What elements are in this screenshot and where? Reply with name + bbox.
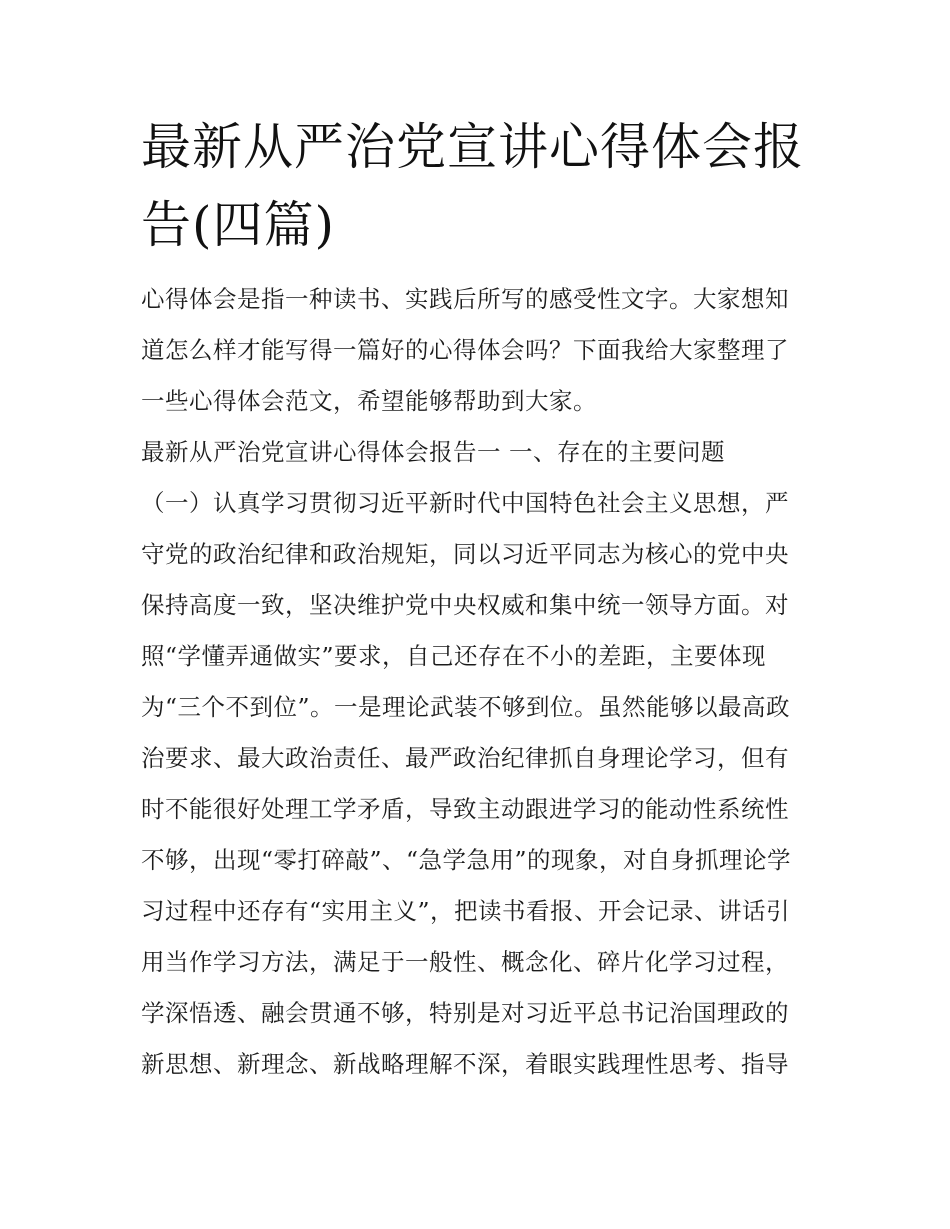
text-line: 最新从严治党宣讲心得体会报告一 一、存在的主要问题: [141, 438, 725, 466]
text-line: 时不能很好处理工学矛盾，导致主动跟进学习的能动性系统性: [141, 795, 789, 823]
text-line: 保持高度一致，坚决维护党中央权威和集中统一领导方面。对: [141, 591, 789, 619]
document-title: [141, 108, 813, 264]
text-line: 照“学懂弄通做实”要求，自己还存在不小的差距，主要体现: [141, 642, 767, 670]
text-line: 治要求、最大政治责任、最严政治纪律抓自身理论学习，但有: [141, 744, 789, 772]
title-line: 最新从严治党宣讲心得体会报: [141, 118, 804, 176]
text-line: 心得体会是指一种读书、实践后所写的感受性文字。大家想知: [141, 285, 789, 313]
text-line: 为“三个不到位”。一是理论武装不够到位。虽然能够以最高政: [141, 693, 791, 721]
text-line: （一）认真学习贯彻习近平新时代中国特色社会主义思想，严: [141, 489, 789, 517]
section-heading: [141, 427, 813, 478]
body-paragraph: [141, 478, 813, 1090]
text-line: 新思想、新理念、新战略理解不深，着眼实践理性思考、指导: [141, 1050, 789, 1078]
intro-paragraph: [141, 274, 813, 427]
title-line: 告(四篇): [141, 196, 336, 254]
text-line: 不够，出现“零打碎敲”、“急学急用”的现象，对自身抓理论学: [141, 846, 792, 874]
text-line: 学深悟透、融会贯通不够，特别是对习近平总书记治国理政的: [141, 999, 789, 1027]
text-line: 守党的政治纪律和政治规矩，同以习近平同志为核心的党中央: [141, 540, 789, 568]
text-line: 用当作学习方法，满足于一般性、概念化、碎片化学习过程，: [141, 948, 789, 976]
text-line: 一些心得体会范文，希望能够帮助到大家。: [141, 387, 597, 415]
text-line: 道怎么样才能写得一篇好的心得体会吗？下面我给大家整理了: [141, 336, 789, 364]
document-content: [141, 108, 813, 1090]
document-body: [141, 274, 813, 1090]
text-line: 习过程中还存有“实用主义”，把读书看报、开会记录、讲话引: [141, 897, 791, 925]
